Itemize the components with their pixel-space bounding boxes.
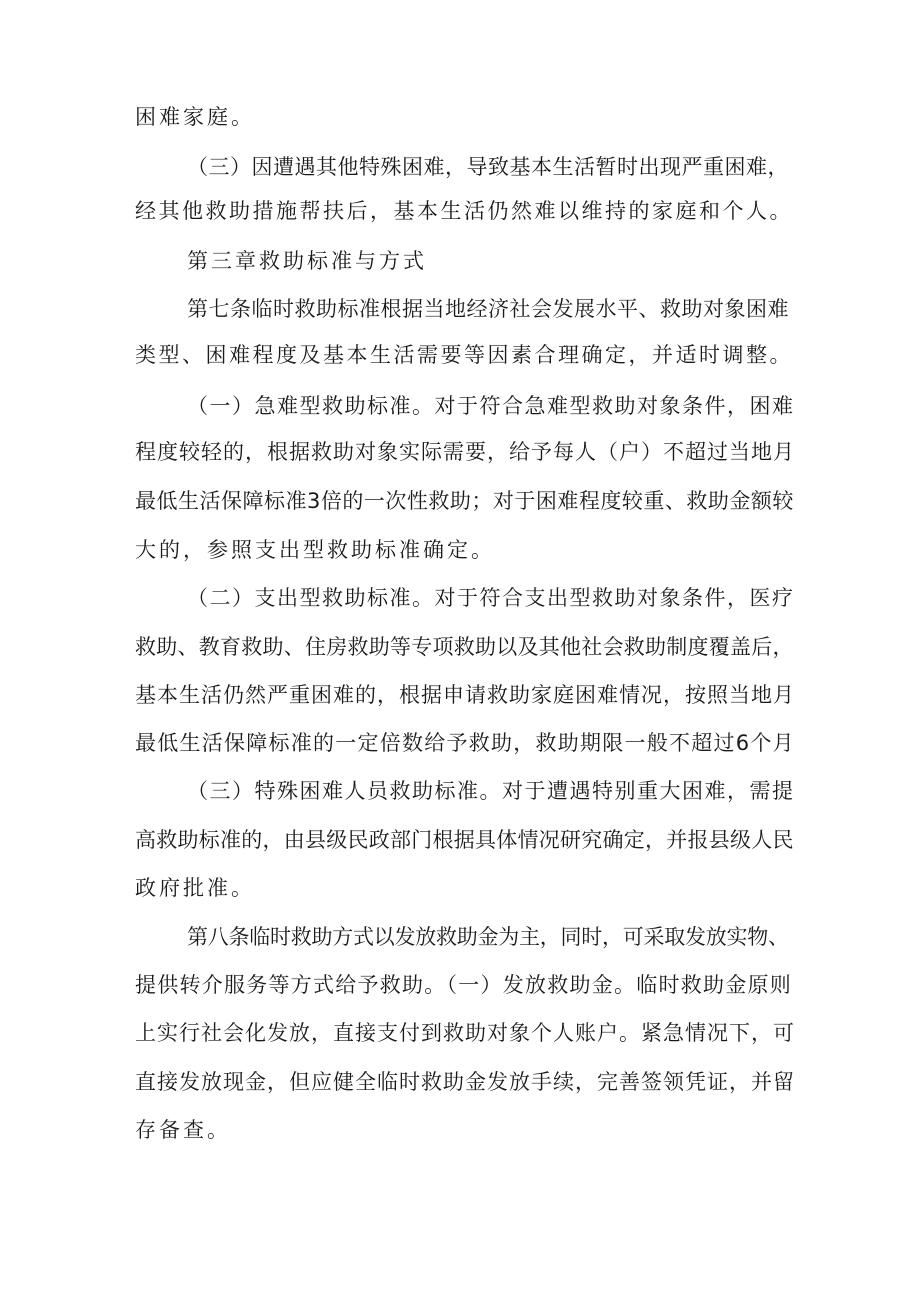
paragraph-line: 程度较轻的，根据救助对象实际需要，给予每人（户）不超过当地月 (135, 440, 795, 464)
paragraph-line: 最低生活保障标准的一定倍数给予救助，救助期限一般不超过6个月 (135, 731, 795, 755)
paragraph-line: 上实行社会化发放，直接支付到救助对象个人账户。紧急情况下，可 (135, 1021, 795, 1045)
chapter-heading: 第三章救助标准与方式 (187, 249, 427, 273)
paragraph-line: 困难家庭。 (135, 105, 255, 129)
paragraph-line: （一）急难型救助标准。对于符合急难型救助对象条件，困难 (187, 394, 795, 418)
paragraph-line: 第八条临时救助方式以发放救助金为主，同时，可采取发放实物、 (187, 925, 789, 949)
paragraph-line: 直接发放现金，但应健全临时救助金发放手续，完善签领凭证，并留 (135, 1070, 795, 1094)
paragraph-line: 提供转介服务等方式给予救助。（一）发放救助金。临时救助金原则 (135, 973, 792, 997)
paragraph-line: 第七条临时救助标准根据当地经济社会发展水平、救助对象困难 (187, 297, 789, 321)
paragraph-line: 大的，参照支出型救助标准确定。 (135, 538, 495, 562)
paragraph-line: 存备查。 (135, 1118, 231, 1142)
paragraph-line: 类型、困难程度及基本生活需要等因素合理确定，并适时调整。 (135, 343, 793, 367)
paragraph-line: （二）支出型救助标准。对于符合支出型救助对象条件，医疗 (187, 586, 795, 610)
paragraph-line: （三）特殊困难人员救助标准。对于遭遇特别重大困难，需提 (187, 779, 795, 803)
paragraph-line: （三）因遭遇其他特殊困难，导致基本生活暂时出现严重困难， (187, 155, 789, 179)
paragraph-line: 经其他救助措施帮扶后，基本生活仍然难以维持的家庭和个人。 (135, 199, 793, 223)
paragraph-line: 最低生活保障标准3倍的一次性救助；对于困难程度较重、救助金额较 (135, 489, 794, 513)
paragraph-line: 救助、教育救助、住房救助等专项救助以及其他社会救助制度覆盖后， (135, 635, 794, 659)
paragraph-line: 高救助标准的，由县级民政部门根据具体情况研究确定，并报县级人民 (135, 828, 794, 852)
paragraph-line: 基本生活仍然严重困难的，根据申请救助家庭困难情况，按照当地月 (135, 683, 795, 707)
paragraph-line: 政府批准。 (135, 876, 255, 900)
